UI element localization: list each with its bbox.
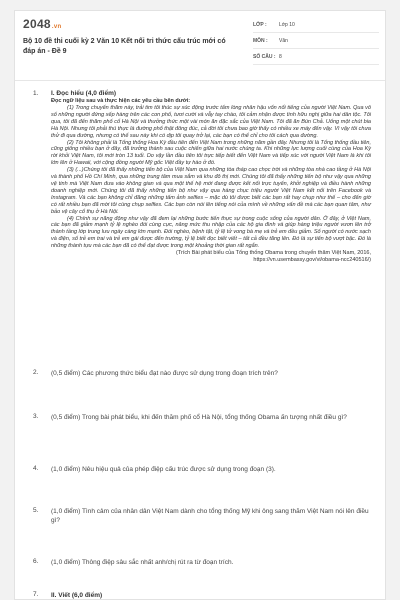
passage-paragraph-2: (2) Tôi không phải là Tổng thống Hoa Kỳ đầu tiên đến Việt Nam trong những năm gần đây. Nhưng tôi là Tổng thống đầu tiên, cũng giống nhiều bạn ở đây, đã trưởng thành sau cuộc chiến giữa hai nước chúng ta. Khi những lực lượng cuối cùng của Hoa Kỳ rời khỏi Việt Nam, tôi mới tròn 13 tuổi. Do vậy lần đầu tiên tôi trực tiếp biết đến Việt Nam và tiếp xúc với người Việt Nam là khi tôi lớn lên ở Hawaii, với cộng đồng người Mỹ gốc Việt đầy tự hào ở đó.	[51, 139, 371, 167]
question-text: (0,5 điểm) Trong bài phát biểu, khi đến thăm phố cổ Hà Nội, tổng thống Obama ấn tượng nhất điều gì?	[51, 414, 347, 421]
section-title: II. Viết (6,0 điểm)	[51, 592, 103, 599]
meta-row-count	[253, 49, 379, 65]
source-link[interactable]: https://vn.usembassy.gov/vi/obama-ncc240516/)	[253, 257, 371, 264]
instruction: Đọc ngữ liệu sau và thực hiện các yêu cầu bên dưới:	[51, 98, 191, 104]
site-logo[interactable]: 2048.vn	[23, 17, 62, 31]
passage-paragraph-3: (3) (...)Chúng tôi đã thấy những tiến bộ của Việt Nam qua những tòa tháp cao chọc trời và những tòa nhà cao tầng ở Hà Nội và thành phố Hồ Chí Minh, qua những trung tâm mua sắm và khu đô thị mới. Chúng tôi đã thấy những tiến bộ như vậy qua những vệ tinh mà Việt Nam đưa vào không gian và qua một thế hệ mới đang được kết nối trực tuyến, khởi nghiệp và điều hành những doanh nghiệp mới. Chúng tôi đã thấy những tiến bộ như vậy qua hàng chục triệu người Việt Nam kết nối trên Facebook và Instagram. Và các bạn không chỉ đăng những tấm ảnh selfies – mặc dù tôi được biết các bạn rất hay chụp như thế – cho đến giờ có rất nhiều bạn đã mời tôi cùng chụp selfies. Các bạn còn nói lên tiếng nói của mình về những vấn đề mà các bạn quan tâm, như bảo vệ cây cổ thụ ở Hà Nội.	[51, 167, 371, 215]
meta-label: MÔN :	[253, 37, 268, 44]
document-title: Bộ 10 đề thi cuối kỳ 2 Văn 10 Kết nối tri thức cấu trúc mới có đáp án - Đề 9	[23, 38, 226, 55]
question-text: (1,0 điểm) Tình cảm của nhân dân Việt Nam dành cho tổng thống Mỹ khi ông sang thăm Việt Nam nói lên điều gì?	[51, 508, 369, 524]
question-text: (0,5 điểm) Các phương thức biểu đạt nào được sử dụng trong đoạn trích trên?	[51, 370, 278, 377]
question-number: 4.	[33, 465, 39, 472]
question-text: (1,0 điểm) Thông điệp sâu sắc nhất anh/chị rút ra từ đoạn trích.	[51, 559, 234, 566]
question-number: 2.	[33, 369, 39, 376]
meta-value: 8	[279, 53, 282, 60]
document-header	[15, 11, 385, 81]
passage-paragraph-4: (4) Chính sự năng động như vậy đã đem lại những bước tiến thực sự trong cuộc sống của người dân. Ở đây, ở Việt Nam, các bạn đã giảm mạnh tỷ lệ nghèo đói cùng cực, nâng mức thu nhập của các hộ gia đình và giúp hàng triệu người vươn lên trở thành tầng lớp trung lưu ngày càng lớn mạnh. Đói nghèo, bệnh tật, tỷ lệ tử vong bà mẹ và trẻ em đều giảm. Số người có nước sạch và điện, số trẻ em trai và trẻ em gái được đến trường, tỷ lệ biết đọc biết viết – tất cả đều tăng lên. Đó là sự tiến bộ vượt bậc. Đó là những thành tựu mà các bạn đã có thể đạt được trong một khoảng thời gian rất ngắn.	[51, 215, 371, 250]
question-number: 3.	[33, 413, 39, 420]
meta-value: Lớp 10	[279, 21, 295, 28]
document-page	[14, 10, 386, 600]
source-line: (Trích Bài phát biểu của Tổng thống Obama trong chuyến thăm Việt Nam, 2016,	[176, 250, 371, 257]
question-body	[51, 89, 371, 264]
question-number: 6.	[33, 558, 39, 565]
section-title: I. Đọc hiểu (4,0 điểm)	[51, 90, 117, 97]
question-number: 7.	[33, 591, 39, 598]
meta-label: LỚP :	[253, 21, 267, 28]
meta-row-subject	[253, 33, 379, 49]
question-text: (1,0 điểm) Nêu hiệu quả của phép điệp cấu trúc được sử dụng trong đoạn (3).	[51, 466, 276, 473]
passage-paragraph-1: (1) Trong chuyến thăm này, trải tim tôi thúc sự xúc động trước tấm lòng nhân hậu vốn nổi tiếng của người Việt Nam. Qua vô số những người đứng xếp hàng trên các con phố, tươi cười và vẫy tay chào, tôi cảm nhận được tình hữu nghị giữa hai dân tộc. Tôi qua, tôi đã đến thăm phố cổ Hà Nội và thưởng thức một vài món ăn đặc sắc của Việt Nam. Tôi đã ăn Bún Chả. Uống một chút bia Hà Nội. Nhưng tôi phải thú thực là đường phố thật đông đúc, cả đời tôi chưa bao giờ thấy có nhiều xe máy đến vậy. Vì vậy tôi chưa thử đi qua đường, nhưng có thể sau này khi có dịp tôi quay trở lại, các bạn có thể chỉ cho tôi cách qua đường.	[51, 105, 371, 139]
question-number: 1.	[33, 90, 39, 97]
meta-value: Văn	[279, 37, 288, 44]
document-meta	[253, 17, 379, 65]
meta-row-class	[253, 17, 379, 33]
meta-label: SỐ CÂU :	[253, 53, 276, 60]
question-number: 5.	[33, 507, 39, 514]
